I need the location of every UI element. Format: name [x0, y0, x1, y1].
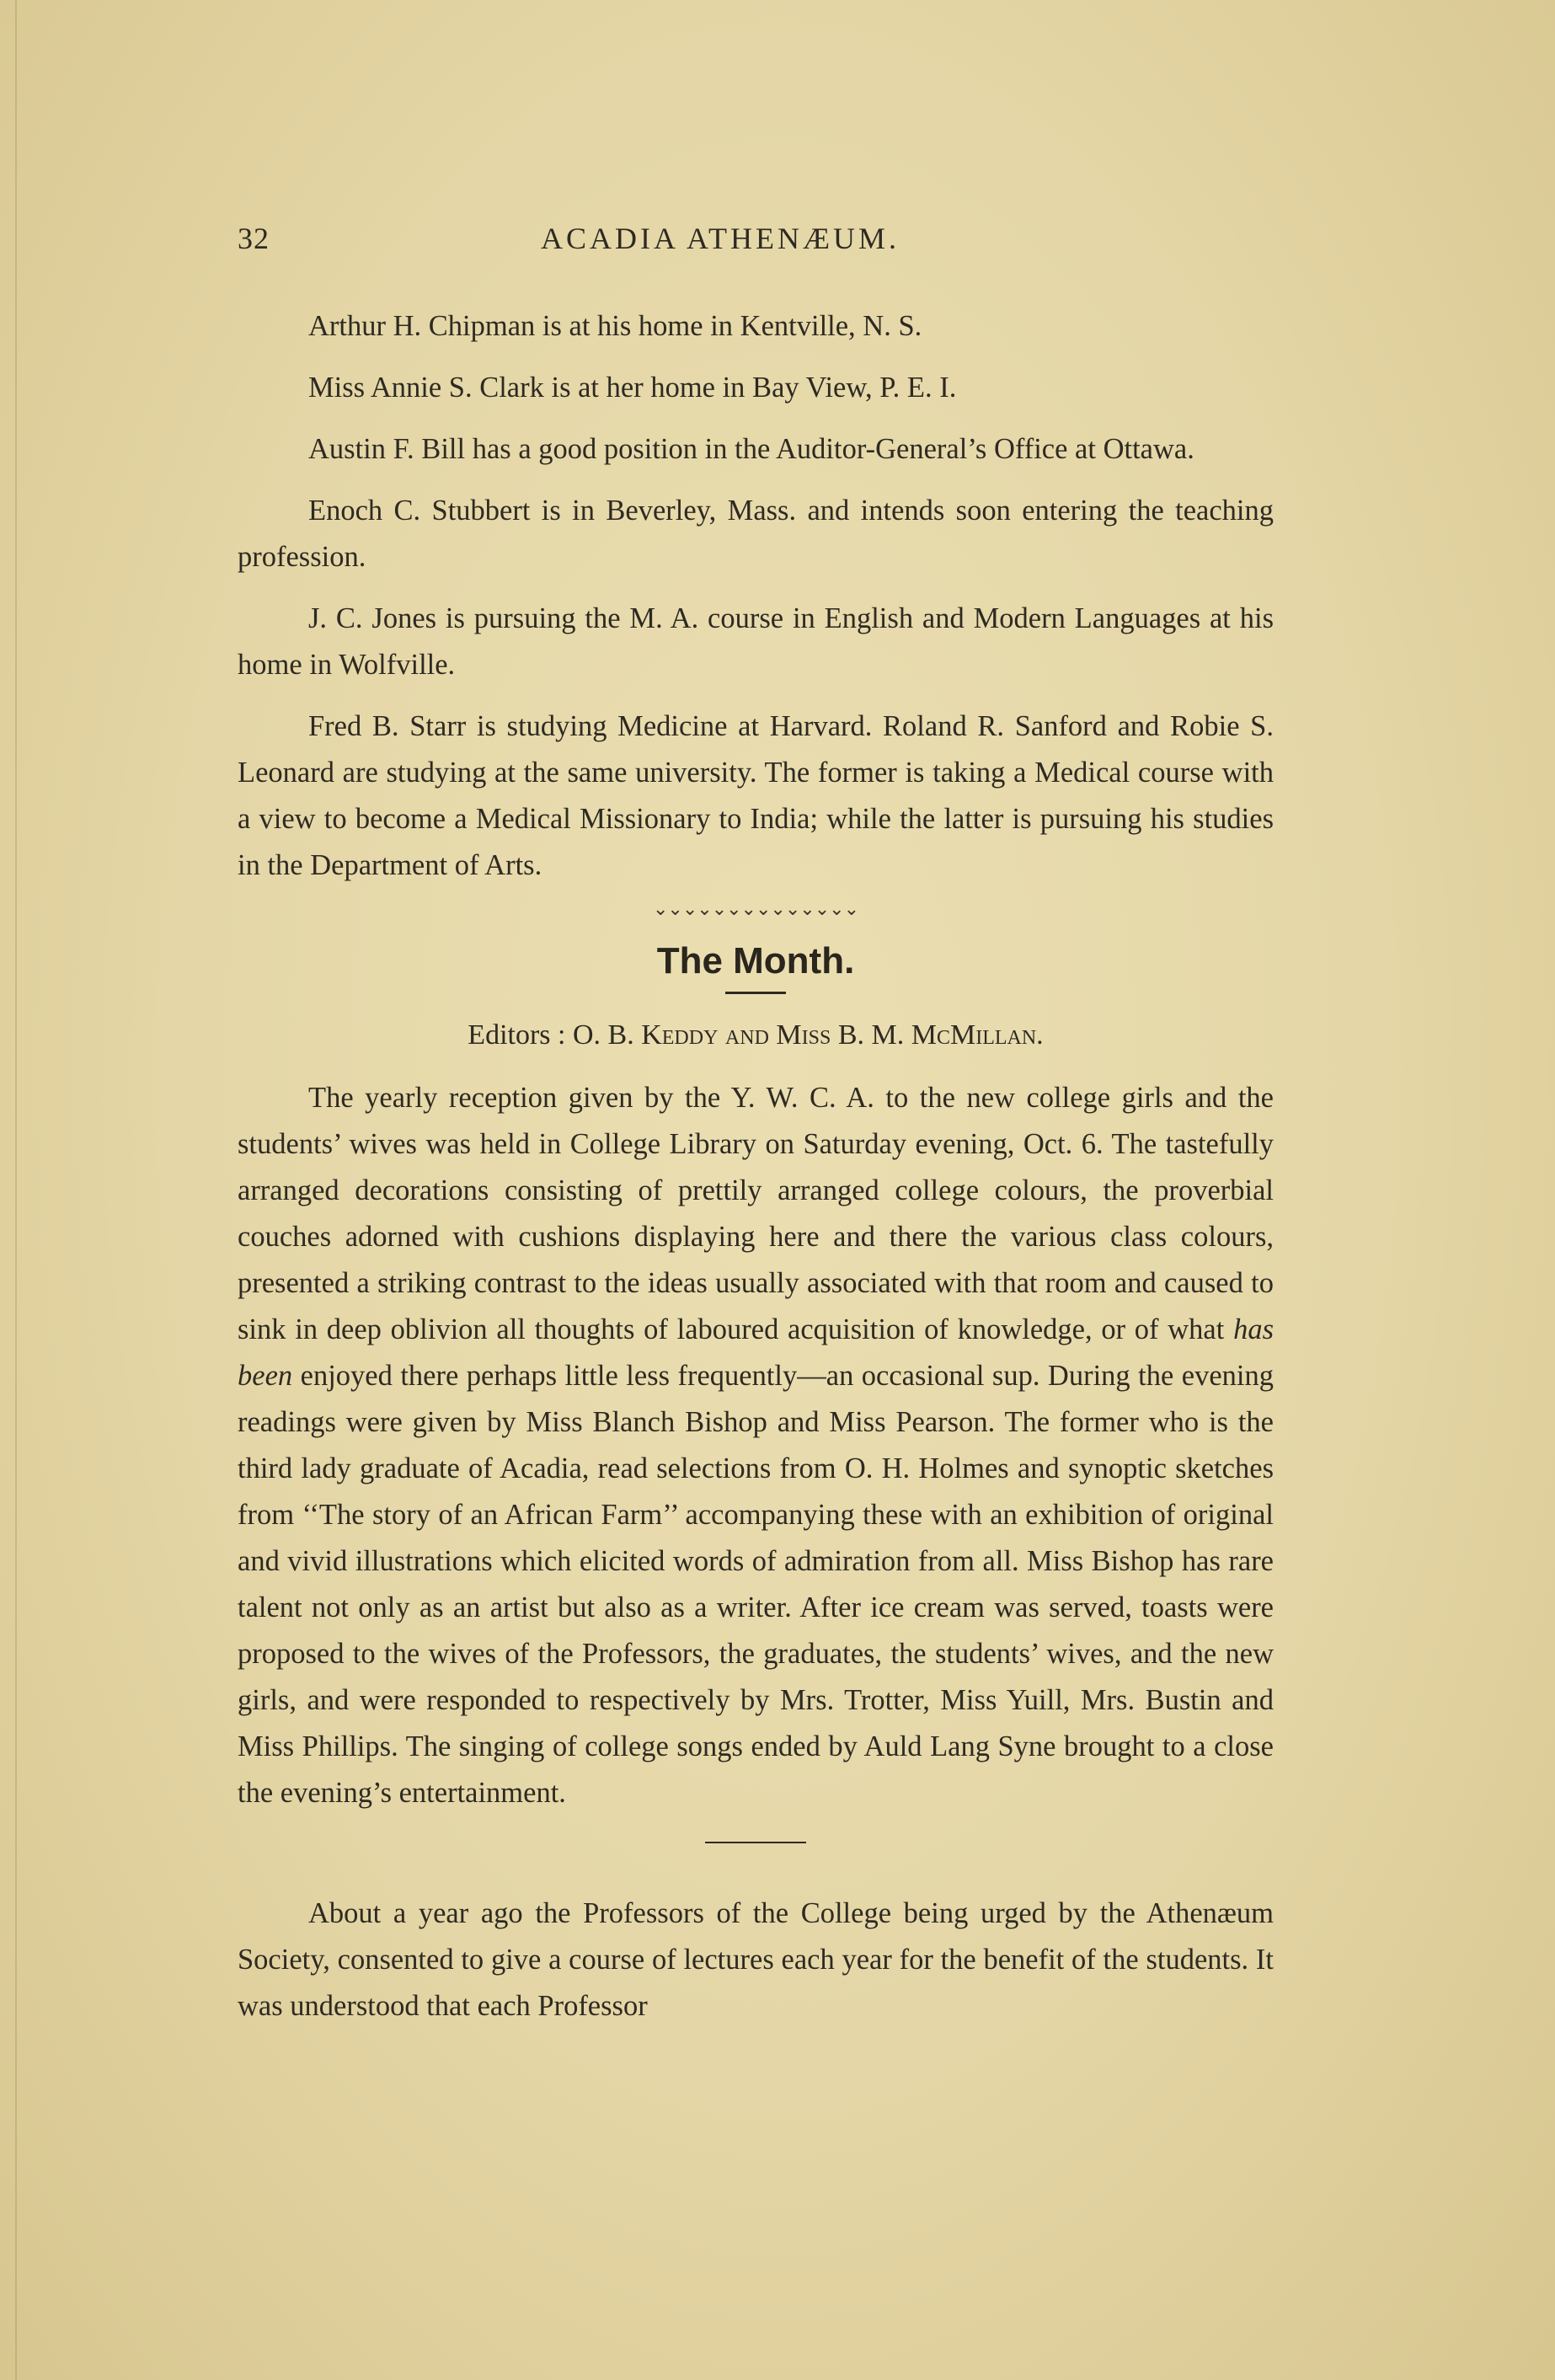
title-underline-rule	[725, 992, 786, 994]
alumni-note-clark: Miss Annie S. Clark is at her home in Bay View, P. E. I.	[308, 372, 957, 404]
editors-line	[238, 1014, 1274, 1056]
section-title: The Month.	[656, 940, 855, 981]
alumni-note-jones: J. C. Jones is pursuing the M. A. course in English and Modern Languages at his home in Wolfville.	[238, 602, 1274, 681]
alumni-note-stubbert: Enoch C. Stubbert is in Beverley, Mass. and intends soon entering the teaching profession.	[238, 495, 1274, 573]
text-column	[238, 303, 1274, 2045]
lectures-paragraph: About a year ago the Professors of the College being urged by the Athenæum Society, consented to give a course of lectures each year for the benefit of the students. It was understood that each Professor	[238, 1897, 1274, 2022]
alumni-note-bill: Austin F. Bill has a good position in the Auditor-General’s Office at Ottawa.	[308, 433, 1194, 465]
reception-text-part1: The yearly reception given by the Y. W. C. A. to the new college girls and the students’ wives was held in College Library on Saturday evening, Oct. 6. The tastefully arranged decorations consisting of prettily arranged college colours, the proverbial couches adorned with cushions displaying here and there the various class colours, presented a striking contrast to the ideas usually associated with that room and caused to sink in deep oblivion all thoughts of laboured acquisition of knowledge, or of what	[238, 1082, 1274, 1345]
alumni-note-starr: Fred B. Starr is studying Medicine at Harvard. Roland R. Sanford and Robie S. Leonard are studying at the same university. The former is taking a Medical course with a view to become a Medical Missionary to India; while the latter is pursuing his studies in the Department of Arts.	[238, 710, 1274, 881]
reception-text-italic: has been	[238, 1313, 1274, 1392]
running-title: ACADIA ATHENÆUM.	[541, 222, 900, 255]
reception-text-part2: enjoyed there perhaps little less frequently—an occasional sup. During the evening readings were given by Miss Blanch Bishop and Miss Pearson. The former who is the third lady graduate of Acadia, read selections from O. H. Holmes and synoptic sketches from ‘‘The story of an African Farm’’ accompanying these with an exhibition of original and vivid illustrations which elicited words of admiration from all. Miss Bishop has rare talent not only as an artist but also as a writer. After ice cream was served, toasts were proposed to the wives of the Professors, the graduates, the students’ wives, and the new girls, and were responded to respectively by Mrs. Trotter, Miss Yuill, Mrs. Bustin and Miss Phillips. The singing of college songs ended by Auld Lang Syne brought to a close the evening’s entertainment.	[238, 1360, 1274, 1809]
page-number: 32	[238, 222, 270, 255]
page-edge-line	[15, 0, 17, 2380]
section-divider-ornament: ⌄⌄⌄⌄⌄⌄⌄⌄⌄⌄⌄⌄⌄⌄	[652, 898, 859, 919]
paragraph-separator-rule	[705, 1842, 806, 1843]
editors-names: O. B. Keddy and Miss B. M. McMillan.	[572, 1019, 1044, 1051]
reception-paragraph	[238, 1075, 1274, 1816]
alumni-note-chipman: Arthur H. Chipman is at his home in Kentville, N. S.	[308, 310, 922, 342]
running-header	[238, 221, 1274, 263]
editors-label: Editors :	[468, 1019, 566, 1051]
